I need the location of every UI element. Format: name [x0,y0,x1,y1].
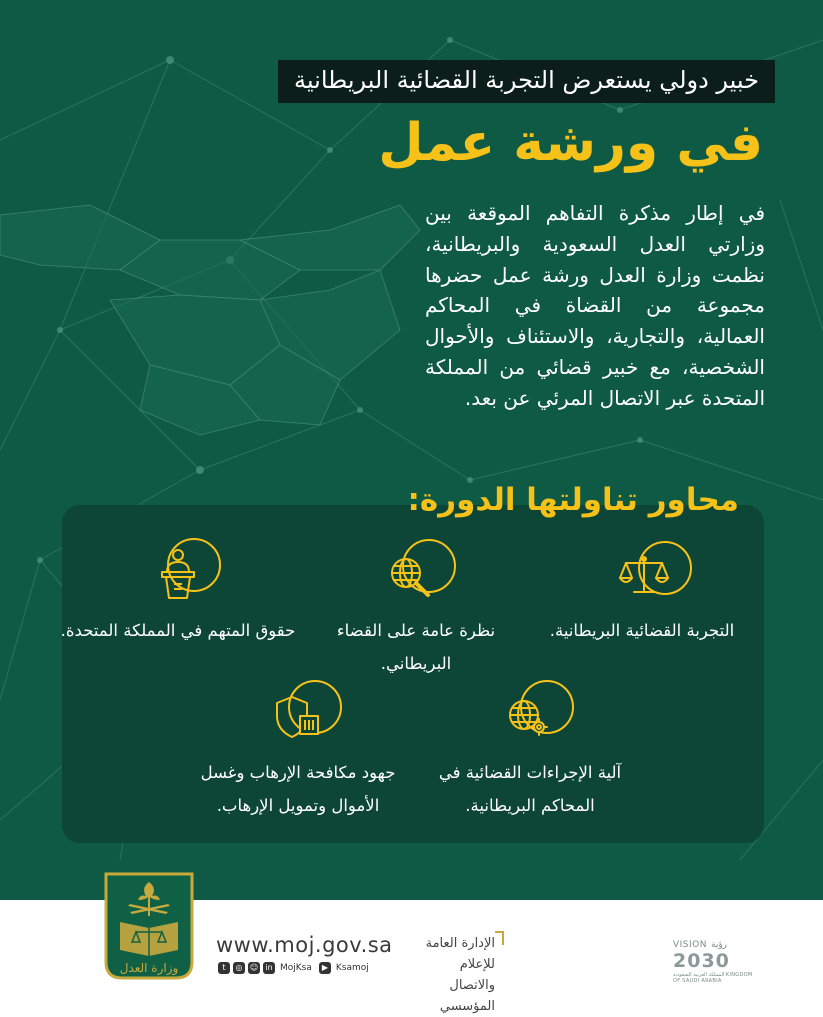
department-line-2: والاتصال المؤسسي [439,978,495,1014]
department-line-1: الإدارة العامة للإعلام [425,936,495,972]
logo-caption: وزارة العدل [119,961,179,975]
vision-label-ar: رؤية [711,940,728,950]
department-bracket [495,931,504,945]
topic-text: آلية الإجراءات القضائية في المحاكم البريطانية. [438,763,622,815]
main-title: في ورشة عمل [378,113,763,173]
vision-subtitle: المملكة العربية السعودية KINGDOM OF SAUDI ARABIA [673,972,753,984]
social-links [218,962,373,974]
topic-text: نظرة عامة على القضاء البريطاني. [336,621,496,673]
ministry-logo [100,866,198,984]
globe-gear-icon [506,695,552,741]
instagram-icon[interactable]: ◎ [233,962,245,974]
subtitle-banner: خبير دولي يستعرض التجربة القضائية البريطانية [278,60,775,103]
topics-title: محاور تناولتها الدورة: [407,482,739,518]
topic-text: حقوق المتهم في المملكة المتحدة. [60,621,296,640]
youtube-icon[interactable]: ▶ [319,962,331,974]
linkedin-icon[interactable]: in [263,962,275,974]
intro-paragraph: في إطار مذكرة التفاهم الموقعة بين وزارتي العدل السعودية والبريطانية، نظمت وزارة العدل ورشة عمل حضرها مجموعة من القضاة في المحاكم العمالية، والتجارية، والاستئناف والأحوال الشخصية، مع خبير قضائي من المملكة المتحدة عبر الاتصال المرئي عن بعد. [425,201,765,410]
vision-2030-logo [673,940,753,984]
vision-label: VISION [673,940,707,950]
scales-icon [618,554,670,596]
vision-year: 2030 [673,950,730,972]
twitter-icon[interactable]: t [218,962,230,974]
website-link[interactable]: www.moj.gov.sa [216,933,393,957]
shield-circuit-icon [274,694,322,740]
snapchat-icon[interactable]: ☺ [249,963,259,972]
globe-magnifier-icon [388,555,434,601]
department-name [395,933,495,1017]
social-handle-2: Ksamoj [335,963,369,973]
topic-text: جهود مكافحة الإرهاب وغسل الأموال وتمويل الإرهاب. [200,763,396,815]
social-handle-1: MojKsa [280,963,312,973]
topic-text: التجربة القضائية البريطانية. [549,621,735,640]
podium-speaker-icon [158,548,198,602]
